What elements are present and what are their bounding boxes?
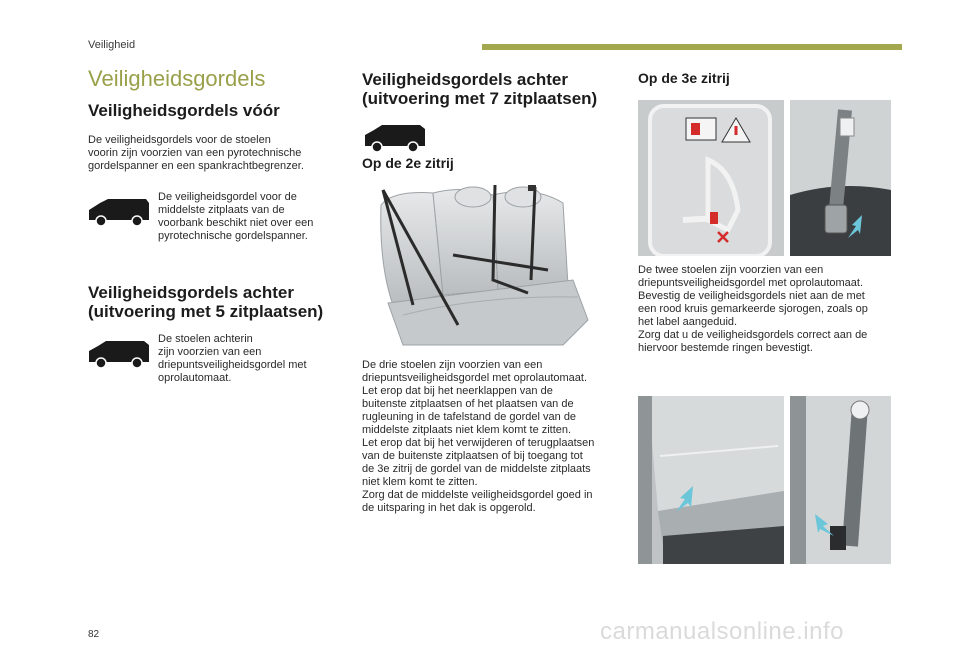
front-belts-heading: Veiligheidsgordels vóór bbox=[88, 101, 280, 120]
rear5-heading-line2: (uitvoering met 5 zitplaatsen) bbox=[88, 302, 324, 321]
front-belts-text: De veiligheidsgordels voor de stoelen voorin zijn voorzien van een pyrotechnische gordelspanner en een spankrachtbegrenzer. bbox=[88, 134, 304, 172]
rear7-heading-line1: Veiligheidsgordels achter bbox=[362, 70, 568, 89]
watermark: carmanualsonline.info bbox=[600, 618, 844, 645]
warning-label-photo bbox=[638, 100, 784, 256]
seat-belt-buckle-photo bbox=[790, 100, 891, 256]
header-rule bbox=[482, 44, 902, 50]
van-icon bbox=[86, 336, 152, 370]
front-belts-note: De veiligheidsgordel voor de middelste zitplaats van de voorbank beschikt niet over een pyrotechnische gordelspanner. bbox=[158, 191, 314, 242]
rear5-text: De stoelen achterin zijn voorzien van een driepuntsveiligheidsgordel met oprolautomaat. bbox=[158, 333, 307, 384]
row3-text: De twee stoelen zijn voorzien van een driepuntsveiligheidsgordel met oprolautomaat. Bevestig de veiligheidsgordels niet aan de met een rood kruis gemarkeerde sjorogen, zoals op het label aangeduid. Zorg dat u de veiligheidsgordels correct aan de hiervoor bestemde ringen bevestigt. bbox=[638, 264, 868, 354]
section-label: Veiligheid bbox=[88, 39, 136, 51]
row2-text: De drie stoelen zijn voorzien van een driepuntsveiligheidsgordel met oprolautomaat. Let erop dat bij het neerklappen van de buitenste zitplaatsen of het plaatsen van de rugleuning in de tafelstand de gordel van de middelste zitplaats niet klem komt te zitten. Let erop dat bij het verwijderen of terugplaatsen van de buitenste zitplaatsen of bij toegang tot de 3e zitrij de gordel van de middelste zitplaats niet klem komt te zitten. Zorg dat de middelste veiligheidsgordel goed in de uitsparing in het dak is opgerold. bbox=[362, 359, 595, 514]
row3-heading: Op de 3e zitrij bbox=[638, 70, 730, 86]
front-belts-heading-wrap bbox=[88, 101, 348, 120]
page-title: Veiligheidsgordels bbox=[88, 66, 266, 91]
rear7-heading-line2: (uitvoering met 7 zitplaatsen) bbox=[362, 89, 598, 108]
rear5-heading-line1: Veiligheidsgordels achter bbox=[88, 283, 294, 302]
rear-belt-anchor-photo bbox=[790, 396, 891, 564]
row2-heading: Op de 2e zitrij bbox=[362, 155, 454, 171]
second-row-seats-illustration bbox=[373, 185, 598, 350]
van-icon bbox=[86, 194, 152, 228]
cargo-area-anchor-photo bbox=[638, 396, 784, 564]
van-icon bbox=[362, 120, 428, 154]
page-number: 82 bbox=[88, 629, 100, 640]
